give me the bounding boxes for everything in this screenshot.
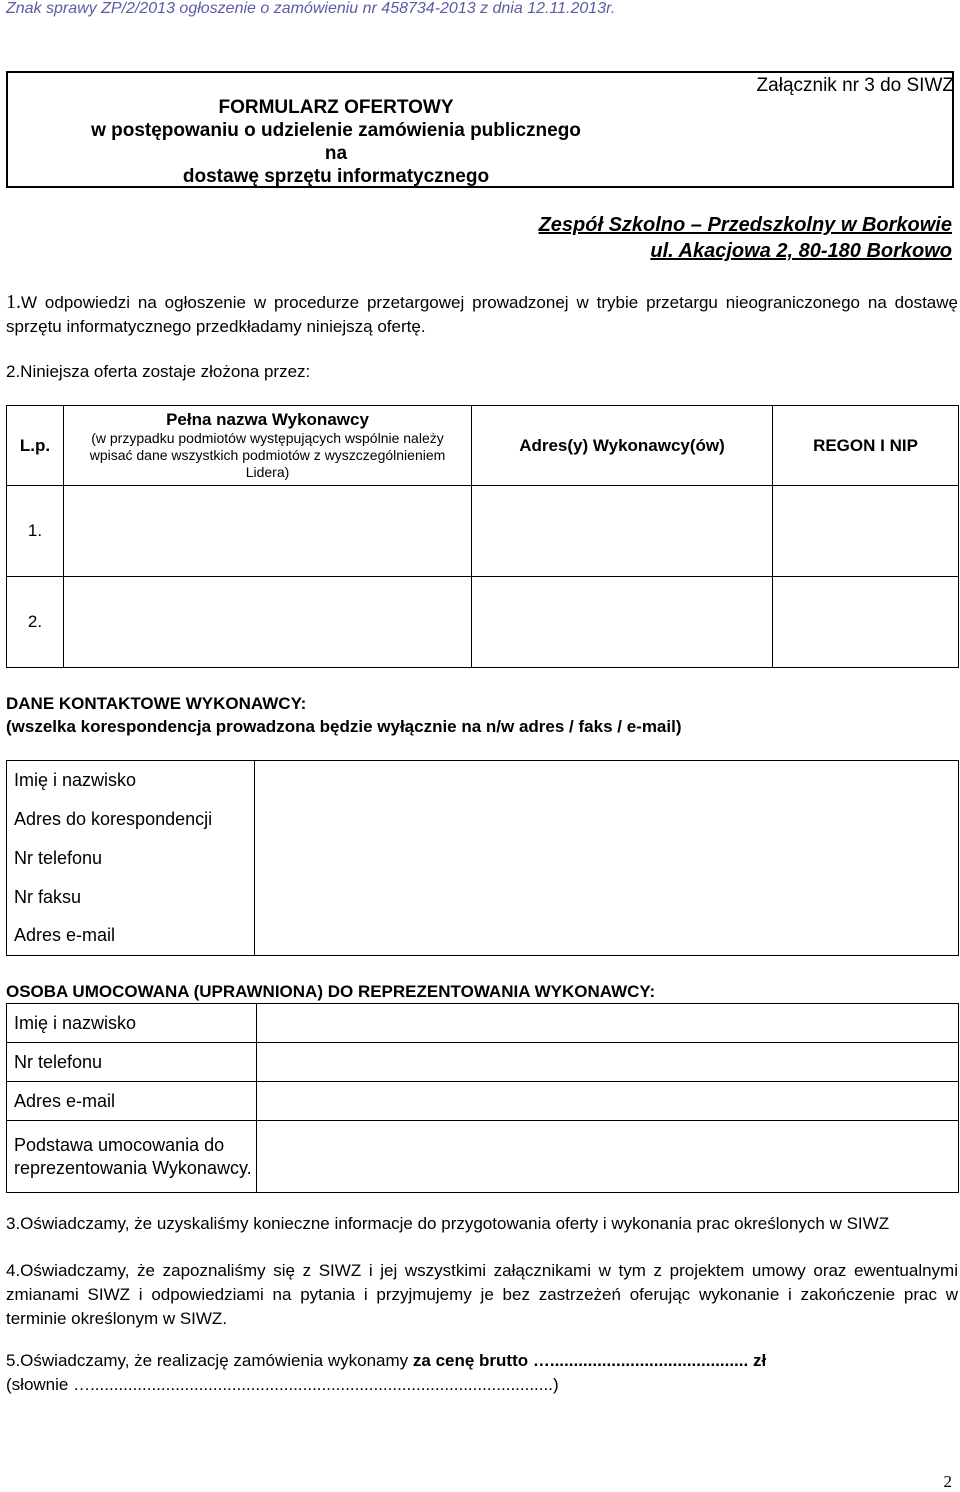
rep-value-name[interactable] [257, 1004, 959, 1043]
recipient-name: Zespół Szkolno – Przedszkolny w Borkowie [538, 214, 952, 236]
address-cell[interactable] [472, 486, 773, 577]
col-address-header: Adres(y) Wykonawcy(ów) [472, 406, 773, 486]
row-number: 2. [7, 577, 64, 668]
col-name-header [64, 406, 472, 486]
point-5-words: (słownie …..................................................................................................) [6, 1375, 559, 1394]
table-row [7, 577, 959, 668]
table-row [7, 486, 959, 577]
rep-label-phone: Nr telefonu [7, 1043, 257, 1082]
contact-label-email: Adres e-mail [7, 917, 255, 956]
rep-label-name: Imię i nazwisko [7, 1004, 257, 1043]
contractors-table [6, 405, 959, 668]
form-title-line: na [324, 143, 348, 164]
contact-section-subtitle: (wszelka korespondencja prowadzona będzie wyłącznie na n/w adres / faks / e-mail) [6, 717, 682, 736]
contact-table [6, 760, 959, 956]
representative-table [6, 1003, 959, 1193]
point-3: 3.Oświadczamy, że uzyskaliśmy konieczne informacje do przygotowania oferty i wykonania prac określonych w SIWZ [6, 1214, 890, 1233]
row-number: 1. [7, 486, 64, 577]
contact-label-fax: Nr faksu [7, 878, 255, 917]
point-1 [6, 290, 958, 339]
form-title [6, 96, 666, 188]
case-reference-header: Znak sprawy ZP/2/2013 ogłoszenie o zamówieniu nr 458734-2013 z dnia 12.11.2013r. [6, 0, 616, 17]
form-title-line: dostawę sprzętu informatycznego [182, 166, 490, 187]
contact-section-title: DANE KONTAKTOWE WYKONAWCY: [6, 694, 307, 713]
attachment-label: Załącznik nr 3 do SIWZ [756, 75, 954, 96]
contact-label-name: Imię i nazwisko [7, 761, 255, 800]
rep-label-email: Adres e-mail [7, 1082, 257, 1121]
col-name-note: (w przypadku podmiotów występujących wspólnie należy wpisać dane wszystkich podmiotów z wyszczególnieniem Lidera) [89, 430, 446, 480]
name-cell[interactable] [64, 486, 472, 577]
rep-value-phone[interactable] [257, 1043, 959, 1082]
form-title-line: FORMULARZ OFERTOWY [218, 97, 454, 118]
form-title-line: w postępowaniu o udzielenie zamówienia publicznego [91, 120, 581, 141]
rep-value-authority[interactable] [257, 1121, 959, 1193]
representative-section-title: OSOBA UMOCOWANA (UPRAWNIONA) DO REPREZENTOWANIA WYKONAWCY: [6, 982, 656, 1001]
point-5-price: za cenę brutto ….......................................... zł [412, 1351, 767, 1370]
recipient-address: ul. Akacjowa 2, 80-180 Borkowo [650, 240, 952, 262]
point-1-number: 1. [6, 291, 21, 313]
point-2: 2.Niniejsza oferta zostaje złożona przez: [6, 362, 311, 381]
point-5-text: 5.Oświadczamy, że realizację zamówienia wykonamy [6, 1351, 413, 1370]
rep-label-authority: Podstawa umocowania do reprezentowania Wykonawcy. [7, 1121, 257, 1193]
col-regon-header: REGON I NIP [773, 406, 959, 486]
regon-cell[interactable] [773, 486, 959, 577]
address-cell[interactable] [472, 577, 773, 668]
regon-cell[interactable] [773, 577, 959, 668]
name-cell[interactable] [64, 577, 472, 668]
contact-values-cell[interactable] [255, 761, 959, 956]
contact-label-phone: Nr telefonu [7, 839, 255, 878]
rep-value-email[interactable] [257, 1082, 959, 1121]
col-lp-header: L.p. [7, 406, 64, 486]
point-5 [6, 1349, 958, 1397]
contact-label-address: Adres do korespondencji [7, 800, 255, 839]
page-number: 2 [943, 1472, 952, 1491]
point-4: 4.Oświadczamy, że zapoznaliśmy się z SIWZ i jej wszystkimi załącznikami w tym z projektem umowy oraz ewentualnymi zmianami SIWZ i odpowiedziami na pytania i przyjmujemy je bez zastrzeżeń oferując wykonanie i zakończenie prac w terminie określonym w SIWZ. [6, 1261, 958, 1328]
col-name-title: Pełna nazwa Wykonawcy [166, 410, 369, 429]
point-1-text: W odpowiedzi na ogłoszenie w procedurze przetargowej prowadzonej w trybie przetargu nieograniczonego na dostawę sprzętu informatycznego przedkładamy niniejszą ofertę. [6, 293, 958, 336]
